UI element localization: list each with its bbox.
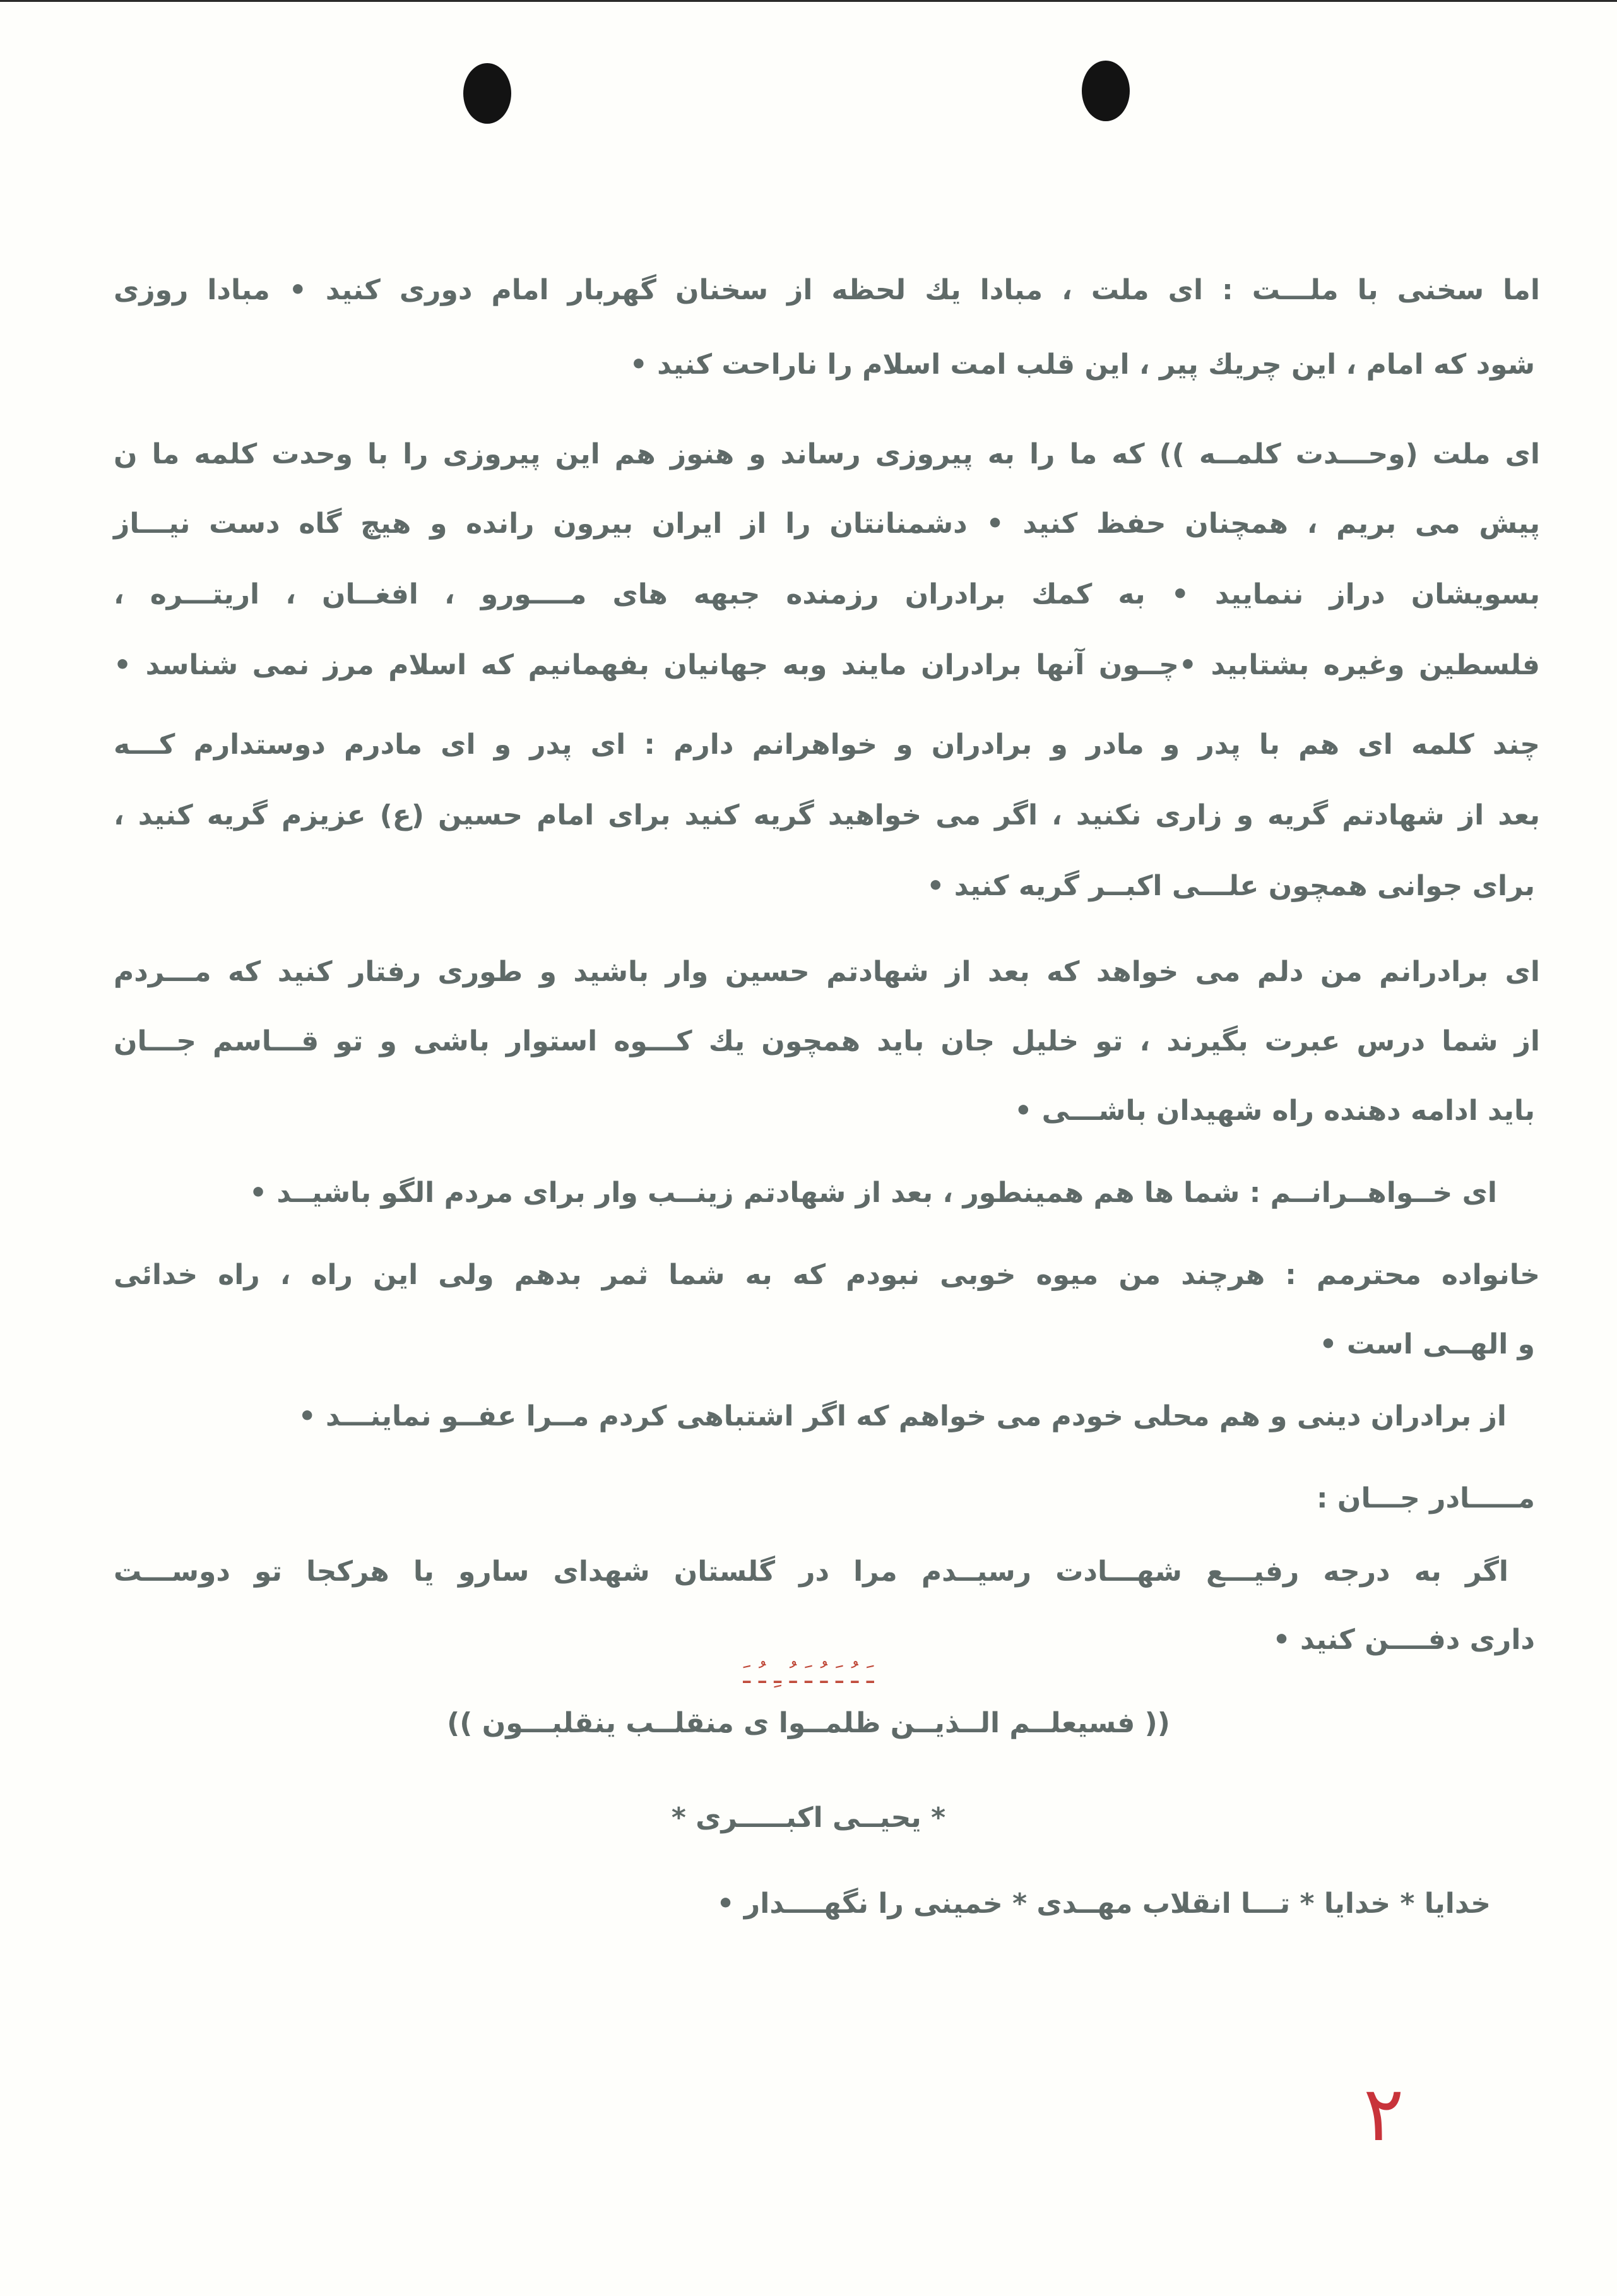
text-line-18: اگر به درجه رفیـــع شهـــادت رسیــدم مرا در گلستان شهدای سارو یا هرکجا تو دوســـت [114,1555,1508,1588]
text-line-13: ای خــواهــرانــم : شما ها هم همینطور ، بعد از شهادتم زینــب وار برای مردم الگو باشیــد • [249,1177,1497,1209]
page-number: ۲ [1363,2071,1404,2158]
text-line-8: بعد از شهادتم گریه و زاری نکنید ، اگر می خواهید گریه کنید برای امام حسین (ع) عزیزم گریه کنید ، [114,799,1540,831]
text-line-11: از شما درس عبرت بگیرند ، تو خلیل جان باید همچون یك کـــوه استوار باشی و تو قـــاسم جـــان [114,1025,1540,1057]
closing-prayer: خدایا * خدایا * تـــا انقلاب مهــدی * خمینی را نگهــــدار • [716,1888,1491,1920]
text-line-17: مـــــادر جـــان : [1316,1482,1535,1514]
text-line-19: داری دفــــن کنید • [1272,1624,1535,1656]
page-top-edge [0,0,1617,2]
verse-diacritics: ـَ ـُ ـَ ـُ ـَ ـُ ـِ ـُ ـَ [743,1660,874,1689]
text-line-4: پیش می بریم ، همچنان حفظ کنید • دشمنانتان را از ایران بیرون رانده و هیچ گاه دست نیـــاز [114,508,1540,540]
verse-line: (( فسیعلــم الــذیــن ظلمــوا ی منقلــب ینقلبـــون )) [447,1707,1170,1739]
punch-hole-right [1082,61,1130,121]
text-line-2: شود که امام ، این چریك پیر ، این قلب امت اسلام را ناراحت کنید • [629,348,1535,381]
text-line-5: بسویشان دراز ننمایید • به کمك برادران رزمنده جبهه های مــــورو ، افغــان ، اریتـــره ، [114,578,1540,610]
signature-name: * یحیــی اکبـــــری * [671,1802,946,1834]
text-line-15: و الهــی است • [1319,1328,1535,1360]
punch-hole-left [463,63,511,124]
text-line-14: خانواده محترمم : هرچند من میوه خوبی نبودم که به شما ثمر بدهم ولی این راه ، راه خدائی [114,1259,1540,1291]
text-line-9: برای جوانی همچون علـــی اکبــر گریه کنید • [927,870,1535,902]
text-line-7: چند کلمه ای هم با پدر و مادر و برادران و خواهرانم دارم : ای پدر و ای مادرم دوستدارم کـــه [114,729,1540,761]
text-line-1: اما سخنی با ملـــت : ای ملت ، مبادا یك لحظه از سخنان گهربار امام دوری کنید • مبادا روزی [114,274,1540,306]
text-line-10: ای برادرانم من دلم می خواهد که بعد از شهادتم حسین وار باشید و طوری رفتار کنید که مـــردم [114,956,1540,988]
text-line-6: فلسطین وغیره بشتابید •چــون آنها برادران مایند وبه جهانیان بفهمانیم که اسلام مرز نمی شناسد • [114,649,1540,681]
text-line-12: باید ادامه دهنده راه شهیدان باشـــی • [1014,1095,1535,1127]
text-line-3: ای ملت (وحـــدت کلمــه )) که ما را به پیروزی رساند و هنوز هم این پیروزی را با وحدت کلمه ما ن [114,438,1540,470]
text-line-16: از برادران دینی و هم محلی خودم می خواهم که اگر اشتباهی کردم مــرا عفــو نماینـــد • [298,1400,1507,1432]
